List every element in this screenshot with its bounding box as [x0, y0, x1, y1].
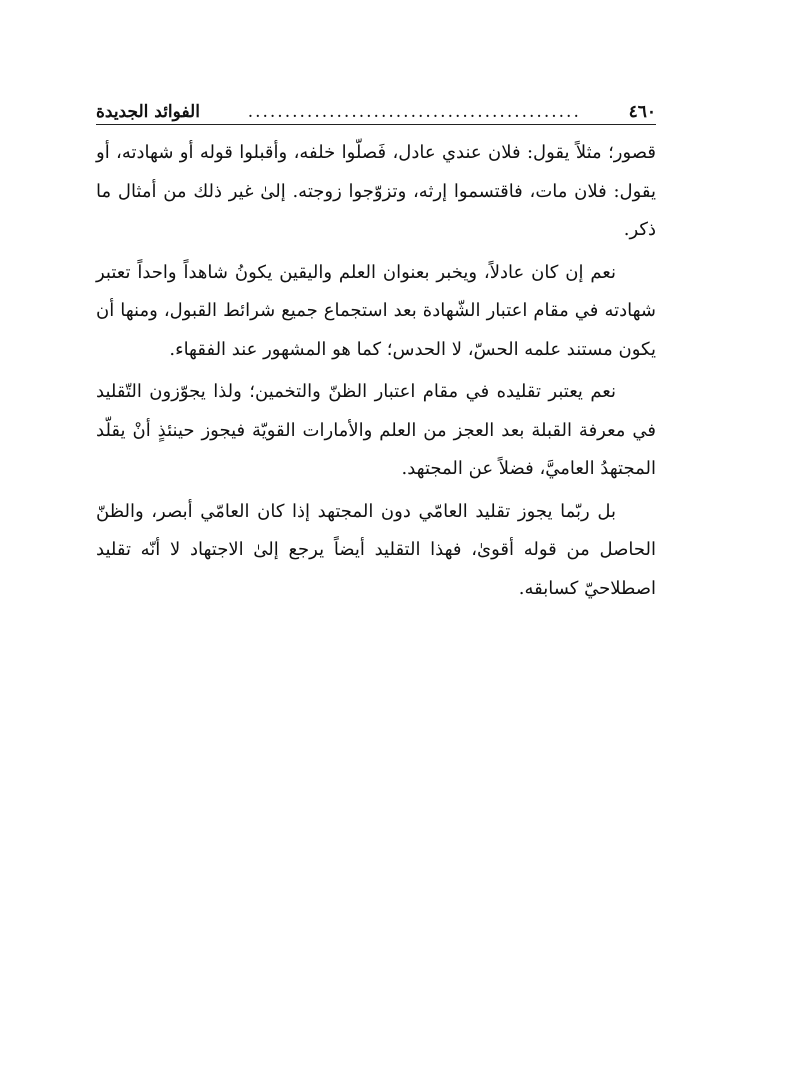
- header-divider: [96, 124, 656, 125]
- paragraph-2: نعم إن كان عادلاً، ويخبر بعنوان العلم واليقين يكونُ شاهداً واحداً تعتبر شهادته في مقام اعتبار الشّهادة بعد استجماع جميع شرائط القبول، ومنها أن يكون مستند علمه الحسّ، لا الحدس؛ كما هو المشهور عند الفقهاء.: [96, 261, 656, 360]
- running-header: [96, 86, 656, 122]
- paragraph-4: بل ربّما يجوز تقليد العامّي دون المجتهد إذا كان العامّي أبصر، والظنّ الحاصل من قوله أقوىٰ، فهذا التقليد أيضاً يرجع إلىٰ الاجتهاد لا أنّه تقليد اصطلاحيّ كسابقه.: [96, 500, 656, 599]
- book-title: الفوائد الجديدة: [96, 102, 200, 122]
- page-number: ٤٦٠: [628, 102, 656, 122]
- body-text: [96, 134, 656, 608]
- paragraph-1: قصور؛ مثلاً يقول: فلان عندي عادل، فَصلّوا خلفه، وأقبلوا قوله أو شهادته، أو يقول: فلان مات، فاقتسموا إرثه، وتزوّجوا زوجته. إلىٰ غير ذلك من أمثال ما ذكر.: [96, 142, 656, 240]
- header-dot-leaders: .............................................: [247, 102, 581, 122]
- paragraph-3: نعم يعتبر تقليده في مقام اعتبار الظنّ والتخمين؛ ولذا يجوّزون التّقليد في معرفة القبلة بعد العجز من العلم والأمارات القويّة فيجوز حينئذٍ أنْ يقلّد المجتهدُ العاميَّ، فضلاً عن المجتهد.: [96, 381, 656, 479]
